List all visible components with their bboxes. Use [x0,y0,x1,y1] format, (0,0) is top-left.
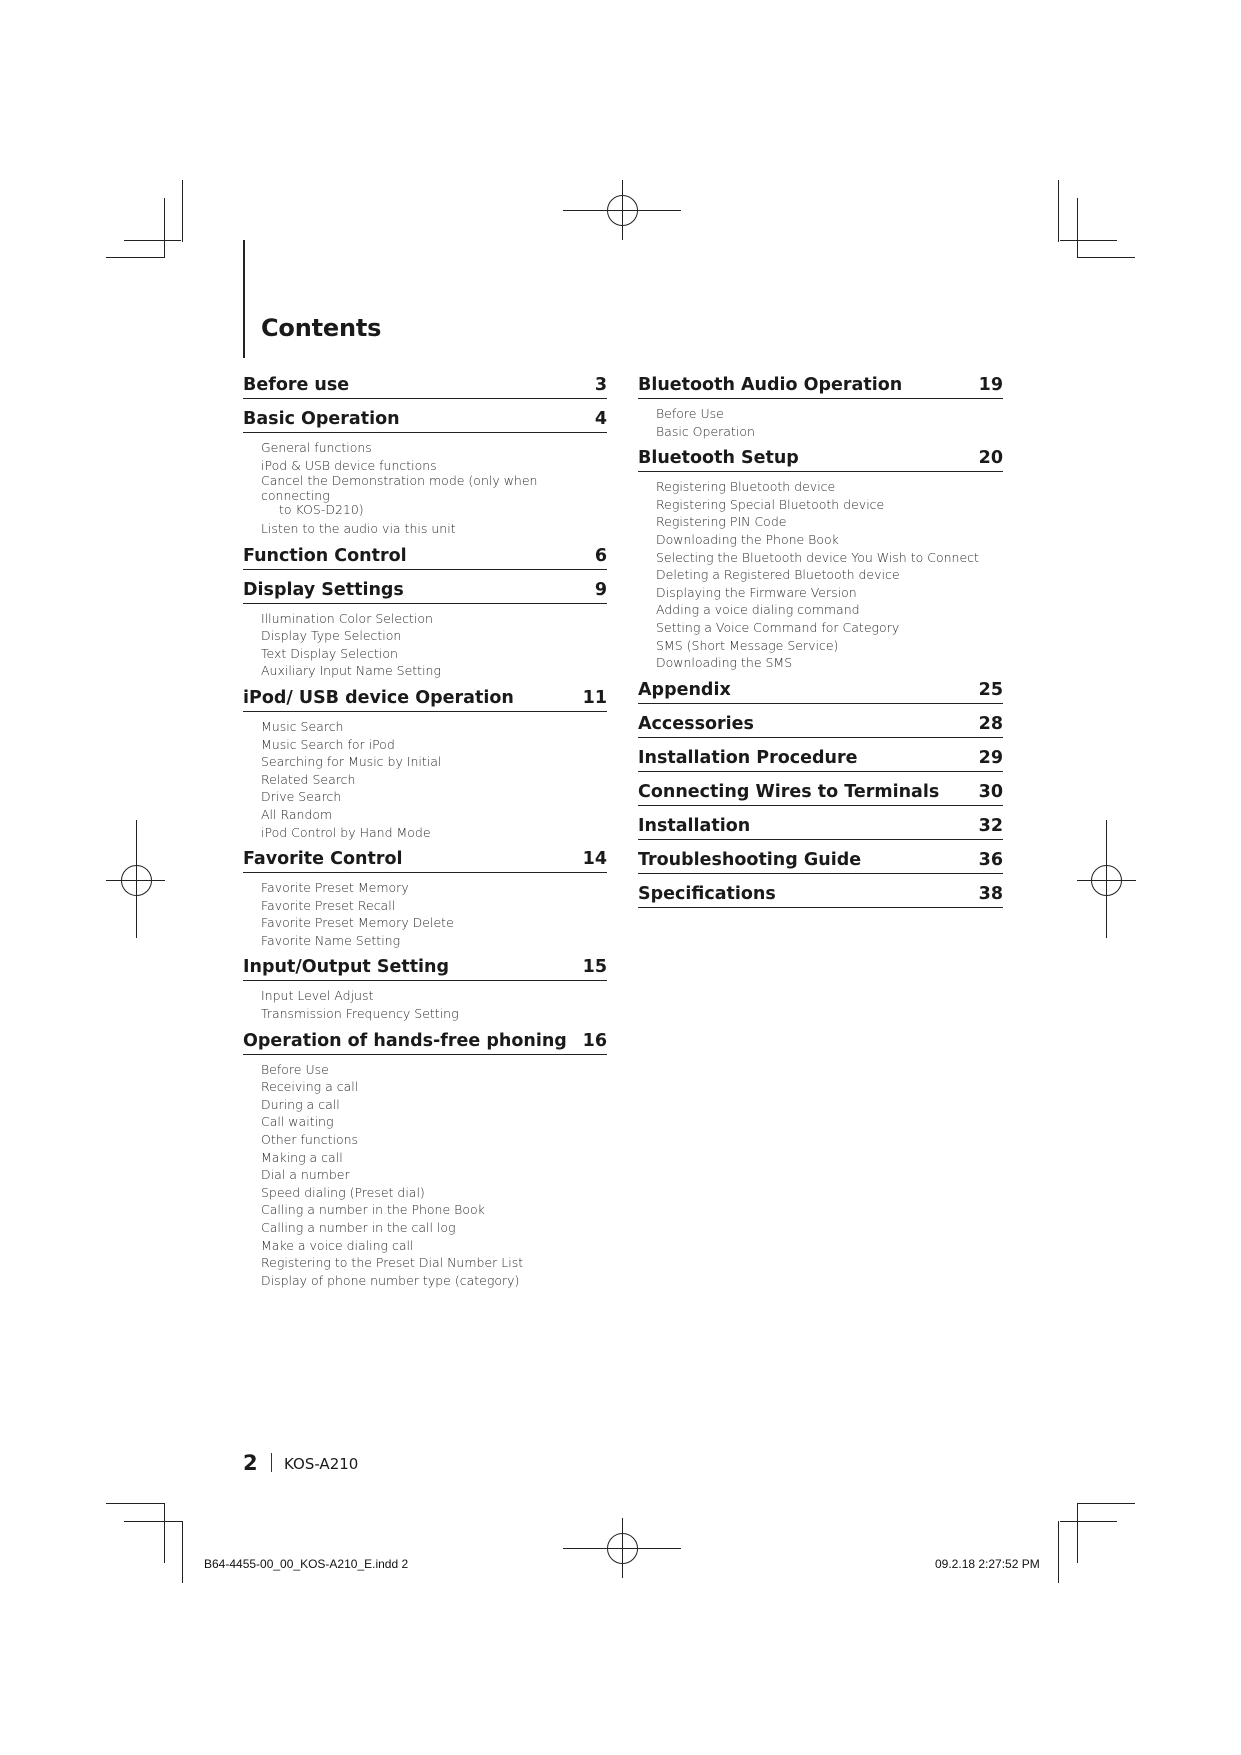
toc-section-heading[interactable] [243,846,607,873]
toc-page-number: 14 [582,849,607,870]
footer-page-number: 2 [243,1451,258,1475]
toc-heading-label: Bluetooth Audio Operation [638,375,903,395]
toc-subitem[interactable]: SMS (Short Message Service) [656,637,839,653]
toc-section-heading[interactable] [243,954,607,981]
toc-heading-label: Connecting Wires to Terminals [638,781,940,802]
toc-section-heading[interactable] [243,577,607,604]
toc-heading-label: Accessories [638,713,754,734]
toc-subitems [243,608,607,685]
toc-subitem[interactable]: Registering Bluetooth device [656,479,836,495]
toc-subitem[interactable]: Display Type Selection [261,628,402,644]
footer-model: KOS-A210 [284,1455,359,1473]
toc-section-heading[interactable] [243,1028,607,1055]
toc-subitem[interactable]: General functions [261,440,372,455]
toc-page-number: 30 [978,781,1003,802]
toc-subitem[interactable]: iPod Control by Hand Mode [261,824,431,840]
toc-section-heading[interactable] [638,847,1003,874]
toc-subitem[interactable]: Searching for Music by Initial [261,754,442,770]
toc-subitem[interactable]: Displaying the Firmware Version [656,584,857,600]
toc-section-heading[interactable] [638,677,1003,704]
toc-subitem[interactable]: Other functions [261,1132,359,1148]
toc-subitem[interactable]: Registering PIN Code [656,514,787,530]
toc-subitem[interactable]: Illumination Color Selection [261,610,433,626]
toc-subitems [243,877,607,954]
toc-heading-label: Installation [638,815,751,836]
toc-section-heading[interactable] [638,711,1003,738]
toc-heading-label: iPod/ USB device Operation [243,687,514,708]
toc-page-number: 9 [594,579,607,600]
toc-section-heading[interactable] [638,372,1003,399]
toc-page-number: 28 [978,713,1003,734]
toc-page-number: 20 [978,448,1003,469]
toc-subitem[interactable]: Transmission Frequency Setting [261,1006,459,1022]
toc-page-number: 36 [978,849,1003,870]
toc-heading-label: Input/Output Setting [243,957,450,978]
toc-subitem[interactable]: Music Search [261,718,344,734]
footer-divider [271,1453,272,1472]
toc-section-heading[interactable] [243,685,607,712]
toc-subitems [243,437,607,543]
toc-page-number: 19 [978,375,1003,395]
toc-subitem[interactable]: Before Use [656,406,724,421]
toc-page-number: 38 [978,883,1003,904]
toc-page-number: 15 [582,957,607,978]
toc-subitem[interactable]: Basic Operation [656,423,755,439]
toc-subitem[interactable]: Favorite Preset Memory [261,880,409,896]
toc-spacer [638,912,1003,915]
slug-file: B64-4455-00_00_KOS-A210_E.indd 2 [204,1557,409,1571]
toc-page-number: 4 [594,409,607,429]
toc-subitem[interactable]: iPod & USB device functions [261,457,437,473]
toc-heading-label: Appendix [638,679,731,700]
toc-heading-label: Bluetooth Setup [638,448,799,469]
toc-heading-label: Basic Operation [243,409,400,429]
toc-subitem[interactable]: All Random [261,806,333,822]
toc-subitem[interactable]: Call waiting [261,1114,334,1130]
toc-section-heading[interactable] [638,881,1003,908]
toc-subitem[interactable]: Favorite Preset Recall [261,897,396,913]
toc-heading-label: Operation of hands-free phoning [243,1030,567,1051]
slug-timestamp: 09.2.18 2:27:52 PM [935,1557,1040,1571]
toc-subitem[interactable]: Registering to the Preset Dial Number List [261,1255,524,1271]
toc-subitem[interactable]: Speed dialing (Preset dial) [261,1184,425,1200]
toc-subitem[interactable]: Receiving a call [261,1079,359,1095]
toc-subitem[interactable]: Adding a voice dialing command [656,602,860,618]
toc-subitem[interactable]: Setting a Voice Command for Category [656,619,900,635]
toc-page-number: 29 [978,747,1003,768]
toc-section-heading[interactable] [243,406,607,433]
toc-subitem[interactable]: Text Display Selection [261,645,398,661]
toc-subitem[interactable]: Registering Special Bluetooth device [656,496,885,512]
toc-heading-label: Installation Procedure [638,747,858,768]
toc-right-column [638,372,1003,915]
toc-page-number: 6 [594,545,607,566]
toc-subitem[interactable]: Input Level Adjust [261,988,374,1004]
toc-subitem-continuation: to KOS-D210) [279,502,364,518]
toc-subitem-text: Cancel the Demonstration mode (only when connecting [261,473,538,503]
toc-page-number: 32 [978,815,1003,836]
toc-page-number: 16 [582,1030,607,1051]
toc-subitem[interactable]: Calling a number in the call log [261,1220,456,1235]
toc-subitem[interactable]: Favorite Name Setting [261,932,401,948]
toc-left-column [243,372,607,1294]
toc-heading-label: Before use [243,375,350,395]
toc-subitem[interactable]: Favorite Preset Memory Delete [261,915,454,931]
toc-section-heading[interactable] [638,813,1003,840]
title-bar [243,240,245,358]
toc-section-heading[interactable] [638,745,1003,772]
toc-subitem[interactable]: Drive Search [261,789,342,805]
toc-subitems [243,716,607,846]
toc-page-number: 11 [582,687,607,708]
toc-section-heading[interactable] [243,372,607,399]
toc-subitems [243,985,607,1027]
toc-subitems [243,1059,607,1295]
page-title: Contents [261,314,382,342]
toc-subitems [638,403,1003,445]
toc-subitem[interactable]: Making a call [261,1149,343,1165]
toc-subitem[interactable]: Selecting the Bluetooth device You Wish to Connect [656,549,979,565]
toc-subitem[interactable] [261,474,607,520]
toc-subitem[interactable]: Make a voice dialing call [261,1237,414,1253]
toc-subitem[interactable]: Before Use [261,1061,329,1077]
toc-subitem[interactable]: Display of phone number type (category) [261,1272,520,1288]
toc-subitem[interactable]: Related Search [261,771,356,787]
toc-subitem[interactable]: Listen to the audio via this unit [261,520,456,536]
toc-subitem[interactable]: Deleting a Registered Bluetooth device [656,567,900,583]
toc-subitem[interactable]: Calling a number in the Phone Book [261,1202,485,1218]
toc-page-number: 25 [978,679,1003,700]
toc-subitem[interactable]: Downloading the Phone Book [656,531,839,547]
toc-section-heading[interactable] [638,779,1003,806]
toc-heading-label: Specifications [638,883,776,904]
toc-heading-label: Function Control [243,545,407,566]
toc-subitem[interactable]: Auxiliary Input Name Setting [261,663,441,679]
toc-subitem[interactable]: Dial a number [261,1167,350,1183]
toc-heading-label: Favorite Control [243,849,403,870]
toc-subitem[interactable]: Music Search for iPod [261,736,395,752]
toc-section-heading[interactable] [638,445,1003,472]
toc-page-number: 3 [594,375,607,395]
toc-heading-label: Display Settings [243,579,404,600]
toc-heading-label: Troubleshooting Guide [638,849,862,870]
toc-section-heading[interactable] [243,543,607,570]
toc-subitems [638,476,1003,677]
toc-subitem[interactable]: During a call [261,1096,340,1112]
toc-subitem[interactable]: Downloading the SMS [656,655,793,671]
